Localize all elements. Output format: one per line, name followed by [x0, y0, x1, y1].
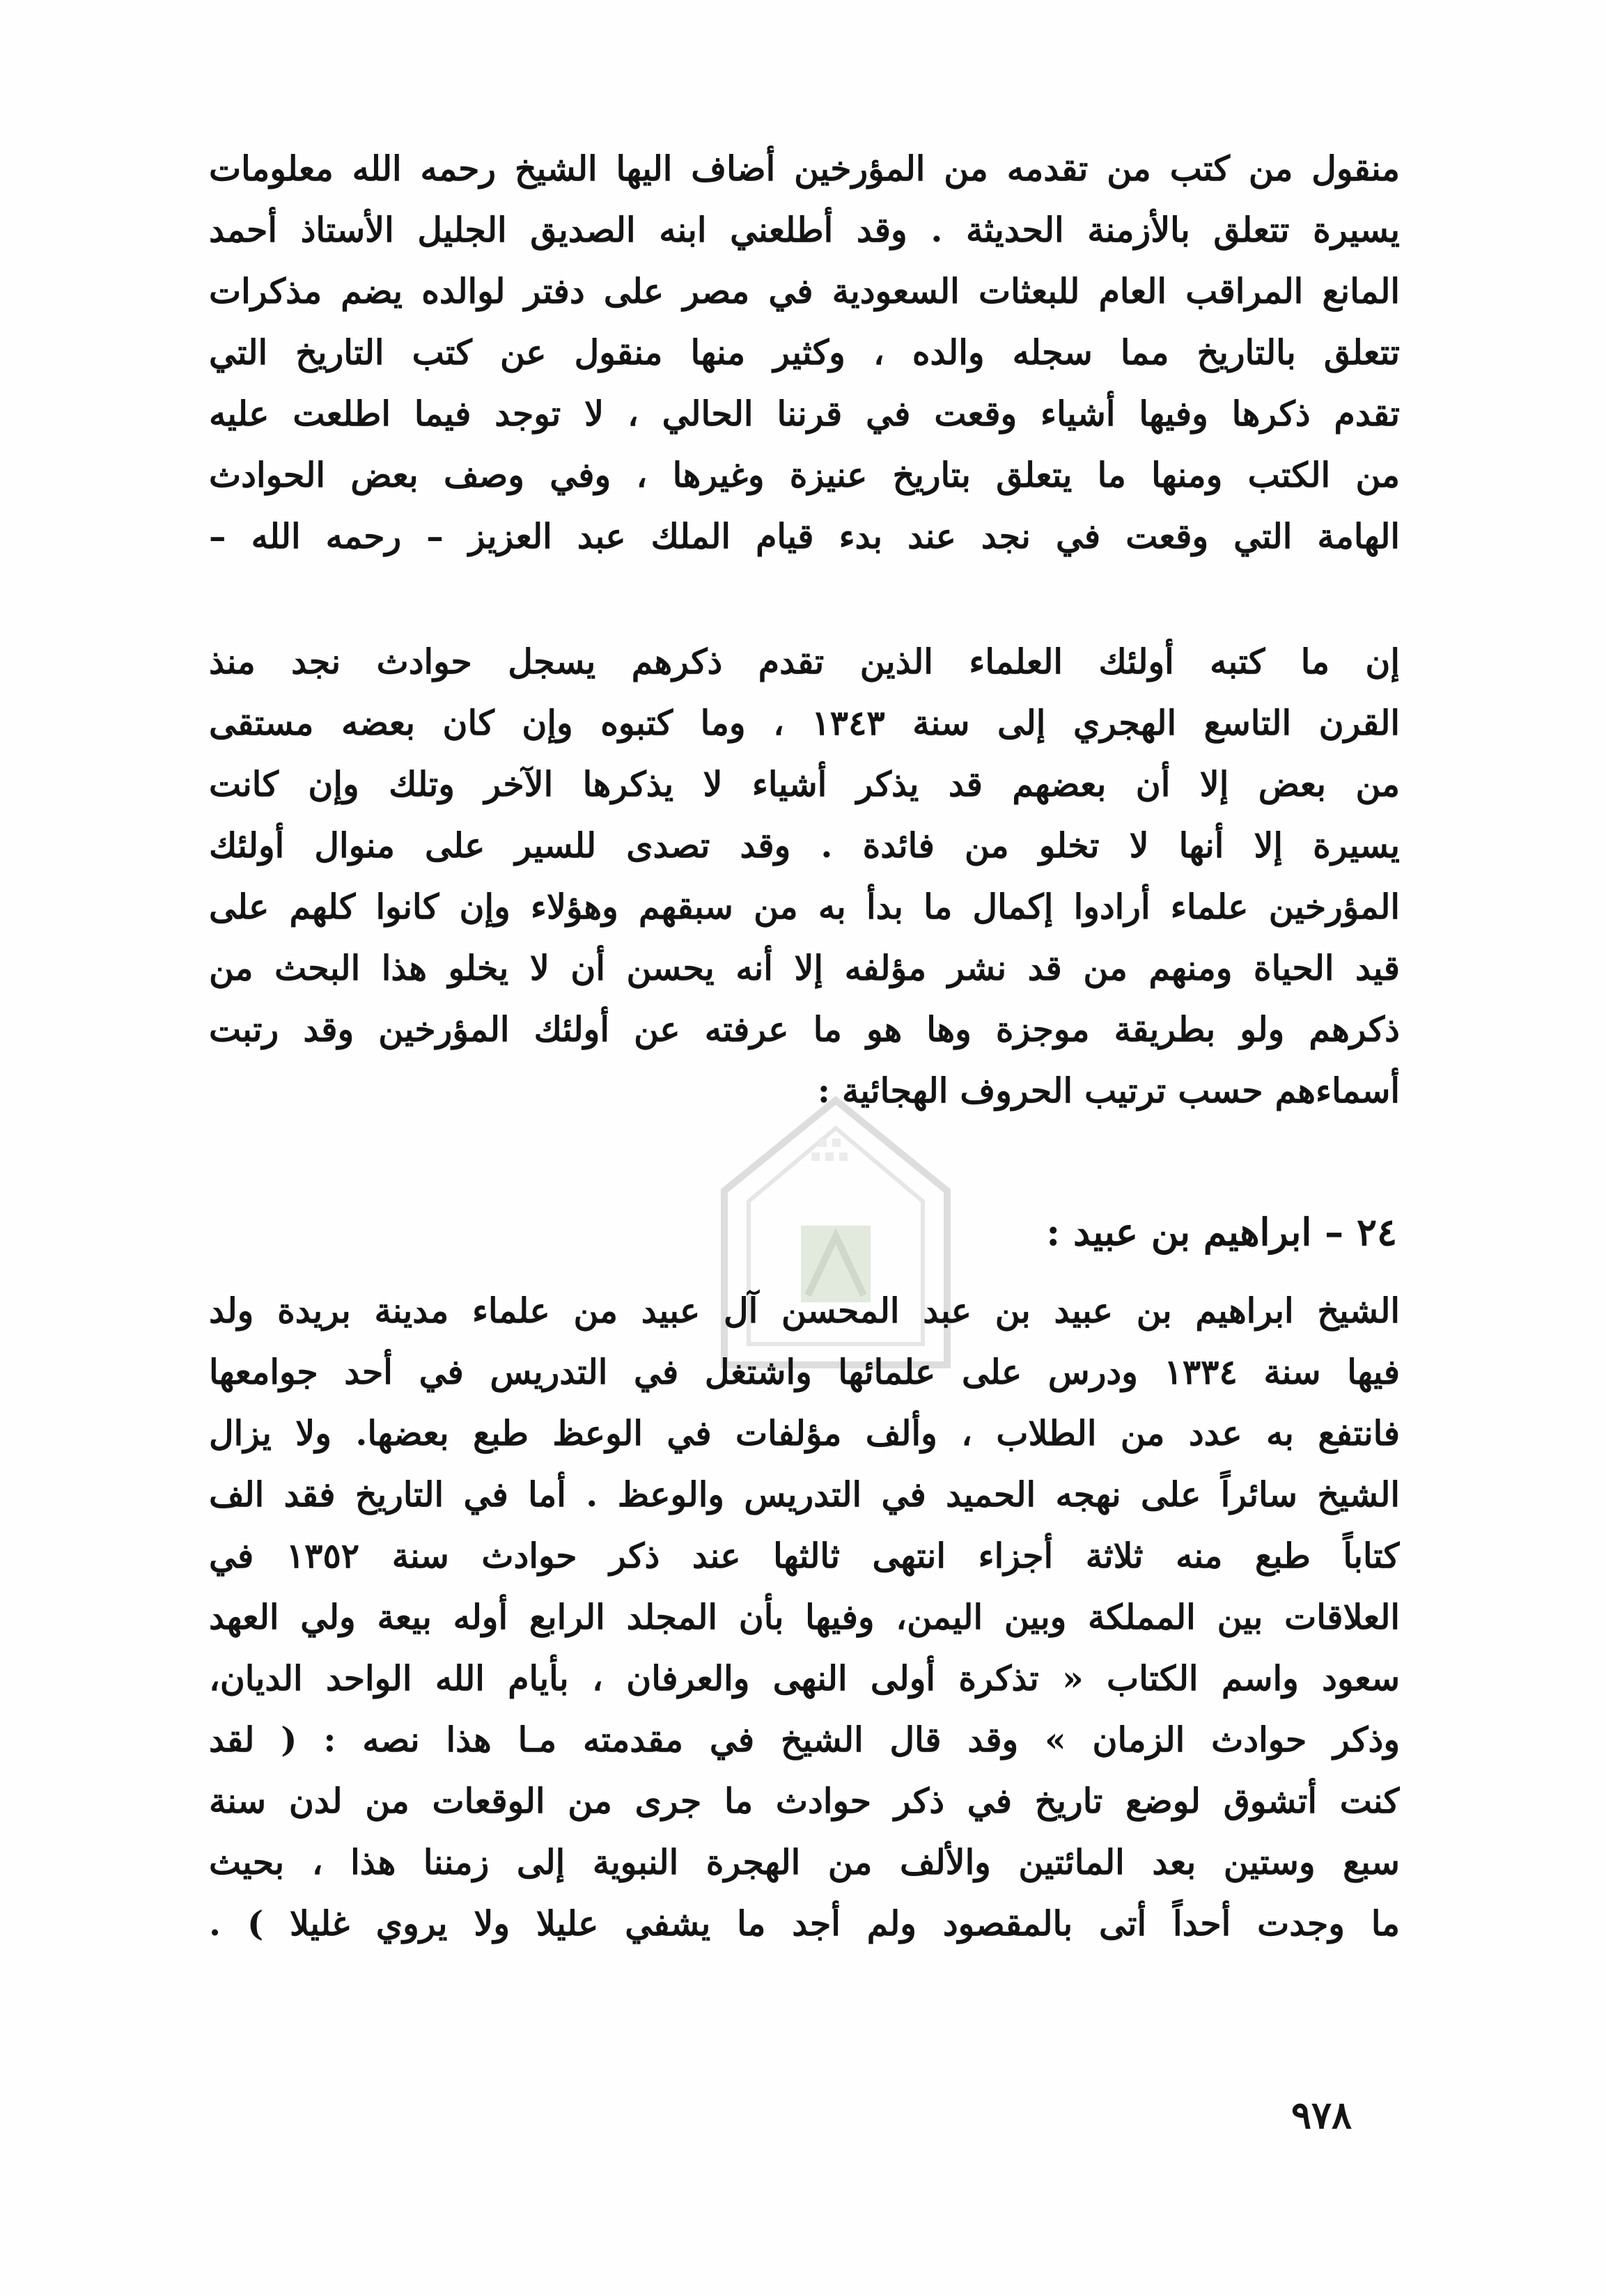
section-heading: ٢٤ – ابراهيم بن عبيد : [1046, 1210, 1397, 1254]
text-line: ذكرهم ولو بطريقة موجزة وها هو ما عرفته عن أولئك المؤرخين وقد رتبت [209, 1009, 1400, 1049]
page-number: ٩٧٨ [1291, 2093, 1352, 2137]
text-line: يسيرة تتعلق بالأزمنة الحديثة . وقد أطلعني ابنه الصديق الجليل الأستاذ أحمد [209, 210, 1400, 250]
text-line: ما وجدت أحداً أتى بالمقصود ولم أجد ما يشفي عليلا ولا يروي غليلا ) . [209, 1903, 1400, 1944]
text-line: قيد الحياة ومنهم من قد نشر مؤلفه إلا أنه يحسن أن لا يخلو هذا البحث من [209, 948, 1400, 988]
text-line: يسيرة إلا أنها لا تخلو من فائدة . وقد تصدى للسير على منوال أولئك [209, 825, 1400, 866]
text-line: الشيخ ابراهيم بن عبيد بن عبد المحسن آل عبيد من علماء مدينة بريدة ولد [209, 1290, 1400, 1331]
text-line: كتاباً طبع منه ثلاثة أجزاء انتهى ثالثها عند ذكر حوادث سنة ١٣٥٢ في [209, 1536, 1400, 1576]
text-line: أسماءهم حسب ترتيب الحروف الهجائية : [817, 1070, 1400, 1111]
paragraph-historians [209, 631, 1400, 1121]
paragraph-ibrahim-bin-obaid [209, 1280, 1400, 1954]
text-line: القرن التاسع الهجري إلى سنة ١٣٤٣ ، وما كتبوه وإن كان بعضه مستقى [209, 703, 1400, 743]
text-line: فيها سنة ١٣٣٤ ودرس على علمائها واشتغل في التدريس في أحد جوامعها [209, 1352, 1400, 1392]
text-line: إن ما كتبه أولئك العلماء الذين تقدم ذكرهم يسجل حوادث نجد منذ [209, 641, 1400, 682]
text-line: المؤرخين علماء أرادوا إكمال ما بدأ به من سبقهم وهؤلاء وإن كانوا كلهم على [209, 887, 1400, 927]
text-line: كنت أتشوق لوضع تاريخ في ذكر حوادث ما جرى من الوقعات من لدن سنة [209, 1781, 1400, 1821]
text-line: من بعض إلا أن بعضهم قد يذكر أشياء لا يذكرها الآخر وتلك وإن كانت [209, 764, 1400, 804]
text-line: الهامة التي وقعت في نجد عند بدء قيام الملك عبد العزيز – رحمه الله – [209, 516, 1400, 556]
text-line: العلاقات بين المملكة وبين اليمن، وفيها بأن المجلد الرابع أوله بيعة ولي العهد [209, 1597, 1400, 1637]
text-line: فانتفع به عدد من الطلاب ، وألف مؤلفات في الوعظ طبع بعضها. ولا يزال [209, 1413, 1400, 1453]
text-line: تقدم ذكرها وفيها أشياء وقعت في قرننا الحالي ، لا توجد فيما اطلعت عليه [209, 393, 1400, 434]
text-line: المانع المراقب العام للبعثات السعودية في مصر على دفتر لوالده يضم مذكرات [209, 271, 1400, 311]
text-line: وذكر حوادث الزمان » وقد قال الشيخ في مقدمته مـا هذا نصه : ( لقد [209, 1719, 1400, 1760]
text-line: منقول من كتب من تقدمه من المؤرخين أضاف اليها الشيخ رحمه الله معلومات [209, 148, 1400, 189]
text-line: من الكتب ومنها ما يتعلق بتاريخ عنيزة وغيرها ، وفي وصف بعض الحوادث [209, 455, 1400, 495]
text-line: الشيخ سائراً على نهجه الحميد في التدريس والوعظ . أما في التاريخ فقد الف [209, 1474, 1400, 1515]
paragraph-top [209, 138, 1400, 567]
text-line: سبع وستين بعد المائتين والألف من الهجرة النبوية إلى زمننا هذا ، بحيث [209, 1842, 1400, 1882]
text-line: سعود واسم الكتاب « تذكرة أولى النهى والعرفان ، بأيام الله الواحد الديان، [209, 1658, 1400, 1698]
text-line: تتعلق بالتاريخ مما سجله والده ، وكثير منها منقول عن كتب التاريخ التي [209, 332, 1400, 373]
